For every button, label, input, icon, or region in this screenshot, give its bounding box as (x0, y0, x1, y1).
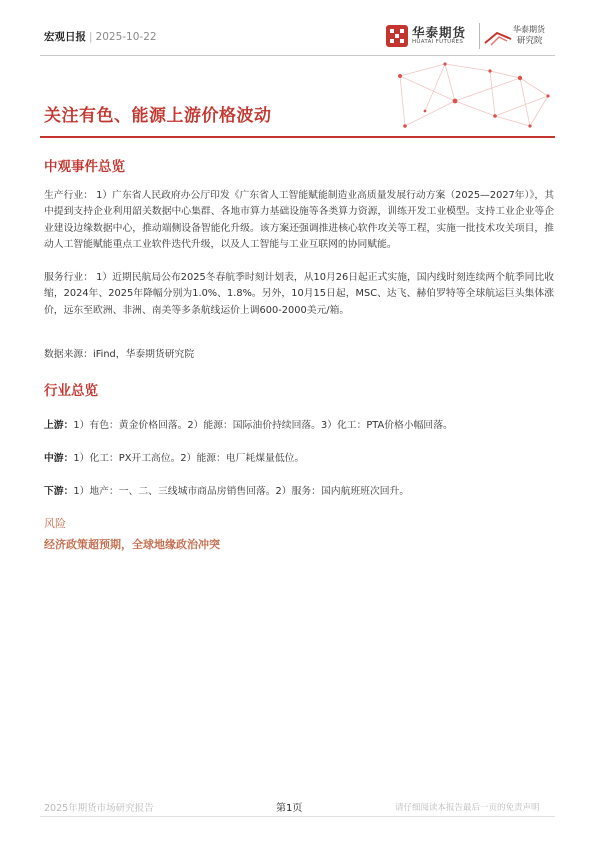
downstream-label: 下游： (44, 486, 74, 497)
company-logo (384, 22, 558, 52)
report-type: 宏观日报 (44, 31, 86, 43)
midstream-text: 1）化工：PX开工高位。2）能源：电厂耗煤量低位。 (73, 453, 305, 464)
production-paragraph: 生产行业： 1）广东省人民政府办公厅印发《广东省人工智能赋能制造业高质量发展行动方案（2025—2027年）》，其中提到支持企业利用韶关数据中心集群、各地市算力基础设施等各类算力资源，训练开发工业模型。支持工业企业等企业建设边缘数据中心，推动端侧设备智能化升级。该方案还强调推进核心软件攻关等工程，实施一批技术攻关项目，推动人工智能赋能重点工业软件迭代升级，以及人工智能与工业互联网的协同赋能。 (44, 190, 554, 250)
report-date: 2025-10-22 (95, 31, 157, 43)
logo-name-en: HUATAI FUTURES (412, 39, 464, 45)
data-source: 数据来源：iFind，华泰期货研究院 (44, 349, 195, 360)
industry-heading: 行业总览 (44, 383, 98, 399)
institute-name-line1: 华泰期货 (513, 25, 545, 34)
logo-name-cn: 华泰期货 (412, 25, 467, 40)
risk-text: 经济政策超预期，全球地缘政治冲突 (44, 538, 220, 551)
header-separator: | (89, 31, 93, 43)
events-heading: 中观事件总览 (44, 159, 125, 175)
report-header-label (44, 29, 157, 44)
page-title: 关注有色、能源上游价格波动 (44, 106, 272, 126)
upstream-label: 上游： (44, 420, 74, 431)
footer-page-number: 第1页 (276, 803, 303, 814)
upstream-text: 1）有色：黄金价格回落。2）能源：国际油价持续回落。3）化工：PTA价格小幅回落。 (73, 420, 453, 431)
risk-heading: 风险 (44, 517, 66, 530)
service-paragraph: 服务行业： 1）近期民航局公布2025冬春航季时刻计划表，从10月26日起正式实施，国内线时刻连续两个航季同比收缩，2024年、2025年降幅分别为1.0%、1.8%。另外，10月15日起，MSC、达飞、赫伯罗特等全球航运巨头集体涨价，远东至欧洲、非洲、南美等多条航线运价上调600-2000美元/箱。 (44, 272, 554, 316)
upstream-row (44, 417, 453, 431)
logo-divider (479, 23, 480, 49)
downstream-text: 1）地产：一、二、三线城市商品房销售回落。2）服务：国内航班班次回升。 (73, 486, 410, 497)
footer-disclaimer-note: 请仔细阅读本报告最后一页的免责声明 (395, 803, 540, 813)
institute-emblem-icon (483, 29, 513, 47)
network-decoration-icon (370, 56, 555, 138)
footer-report-name: 2025年期货市场研究报告 (44, 803, 154, 814)
midstream-label: 中游： (44, 453, 74, 464)
downstream-row (44, 483, 409, 497)
huatai-logo-icon (385, 24, 409, 48)
footer-divider (40, 816, 555, 817)
title-divider (40, 136, 555, 138)
institute-name-line2: 研究院 (517, 36, 543, 46)
midstream-row (44, 450, 304, 464)
